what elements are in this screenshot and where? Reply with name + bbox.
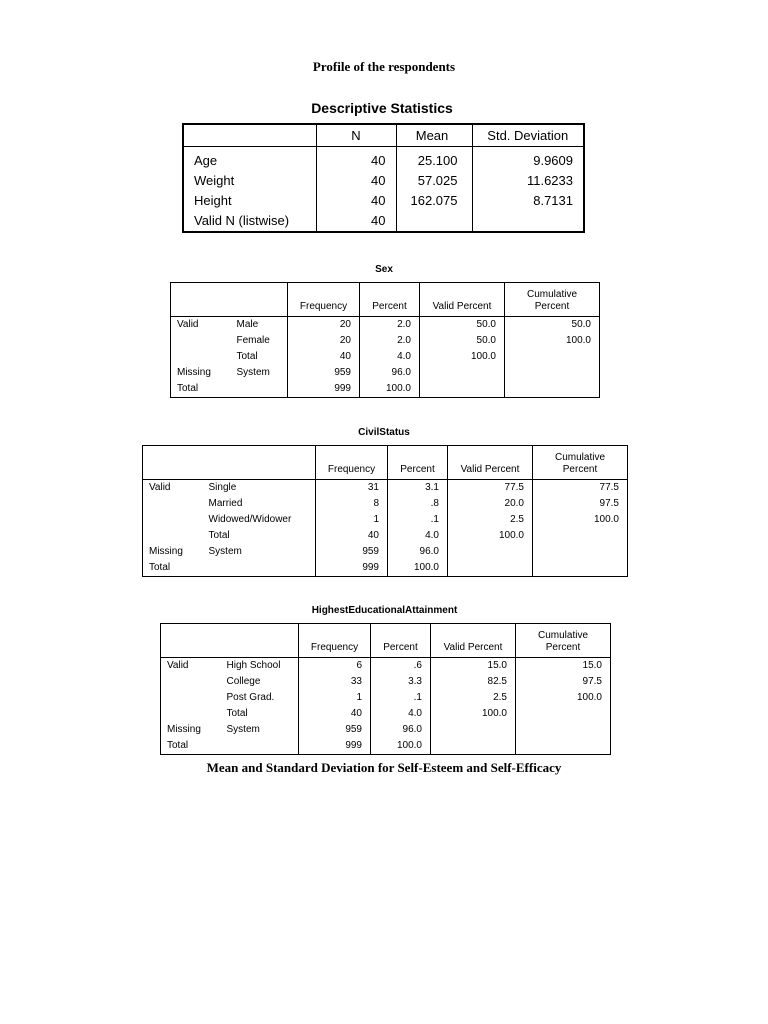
cell-cumulative-percent — [516, 722, 611, 738]
category-label: Widowed/Widower — [201, 512, 316, 528]
table-row — [143, 528, 628, 544]
category-label: Post Grad. — [219, 690, 299, 706]
cell-frequency: 959 — [288, 365, 360, 381]
category-label: Female — [229, 333, 288, 349]
table-row — [143, 512, 628, 528]
category-label — [229, 381, 288, 398]
table-row — [143, 480, 628, 497]
cell-percent: 2.0 — [360, 317, 420, 334]
cell-cumulative-percent — [516, 738, 611, 755]
category-label: System — [229, 365, 288, 381]
category-label: System — [219, 722, 299, 738]
group-label: Missing — [167, 724, 201, 735]
cell-frequency: 20 — [288, 317, 360, 334]
cell-valid-percent — [431, 738, 516, 755]
table-row — [171, 333, 600, 349]
table-row — [171, 365, 600, 381]
group-label — [161, 690, 219, 706]
cell-frequency: 40 — [316, 528, 388, 544]
group-label — [161, 706, 219, 722]
group-label: Valid — [167, 660, 189, 671]
cell-percent: 3.1 — [388, 480, 448, 497]
row-label: Weight — [183, 171, 316, 191]
cell-percent: 3.3 — [371, 674, 431, 690]
category-label: College — [219, 674, 299, 690]
header-cell: Std. Deviation — [472, 124, 584, 147]
cell-frequency: 1 — [299, 690, 371, 706]
table-row — [183, 171, 584, 191]
table-row — [161, 706, 611, 722]
header-valid-percent: Valid Percent — [420, 283, 505, 317]
header-frequency: Frequency — [316, 446, 388, 480]
header-cell — [171, 283, 229, 317]
cell-cumulative-percent: 100.0 — [593, 514, 619, 525]
category-label: Male — [229, 317, 288, 334]
cell-frequency: 999 — [288, 381, 360, 398]
header-cumulative-line2: Percent — [534, 301, 570, 312]
cell-percent: 4.0 — [388, 528, 448, 544]
group-label — [143, 528, 201, 544]
cell-valid-percent — [420, 365, 505, 381]
group-label: Total — [167, 740, 189, 751]
cell-valid-percent — [431, 722, 516, 738]
cell-frequency: 31 — [316, 480, 388, 497]
row-label: Valid N (listwise) — [183, 211, 316, 232]
header-cumulative-percent — [516, 624, 611, 658]
table-row — [161, 690, 611, 706]
cell-valid-percent: 82.5 — [431, 674, 516, 690]
category-label: High School — [219, 658, 299, 675]
header-cumulative-percent — [533, 446, 628, 480]
header-cell — [161, 624, 219, 658]
civil-status-table-title: CivilStatus — [358, 427, 410, 438]
cell-cumulative-percent — [505, 365, 600, 381]
cell-frequency: 40 — [288, 349, 360, 365]
cell-std: 9.9609 — [533, 153, 573, 168]
category-label: Single — [201, 480, 316, 497]
cell-percent: 2.0 — [360, 333, 420, 349]
category-label: System — [201, 544, 316, 560]
cell-frequency: 20 — [288, 333, 360, 349]
header-cell — [143, 446, 201, 480]
cell-n: 40 — [316, 211, 396, 232]
cell-valid-percent: 77.5 — [448, 480, 533, 497]
education-frequency-table — [160, 623, 611, 755]
cell-valid-percent: 15.0 — [431, 658, 516, 675]
cell-percent: 96.0 — [360, 365, 420, 381]
category-label — [219, 738, 299, 755]
table-row — [183, 211, 584, 232]
group-label: Valid — [149, 482, 171, 493]
header-cell — [229, 283, 288, 317]
table-row — [171, 349, 600, 365]
group-label — [171, 349, 229, 365]
table-row — [161, 738, 611, 755]
table-row — [143, 496, 628, 512]
descriptive-statistics-title: Descriptive Statistics — [311, 100, 453, 116]
table-row — [171, 317, 600, 334]
cell-frequency: 40 — [299, 706, 371, 722]
header-cell — [201, 446, 316, 480]
cell-cumulative-percent: 100.0 — [565, 335, 591, 346]
header-percent: Percent — [388, 446, 448, 480]
cell-n: 40 — [316, 147, 396, 172]
table-row — [171, 381, 600, 398]
cell-frequency: 6 — [299, 658, 371, 675]
cell-std: 8.7131 — [533, 193, 573, 208]
cell-cumulative-percent — [533, 560, 628, 577]
cell-valid-percent: 20.0 — [448, 496, 533, 512]
header-cell — [183, 124, 316, 147]
cell-mean: 162.075 — [396, 191, 472, 211]
cell-n: 40 — [316, 191, 396, 211]
cell-percent: 4.0 — [360, 349, 420, 365]
cell-valid-percent: 100.0 — [431, 706, 516, 722]
cell-valid-percent: 50.0 — [420, 317, 505, 334]
cell-frequency: 33 — [299, 674, 371, 690]
cell-frequency: 1 — [316, 512, 388, 528]
cell-percent: 100.0 — [388, 560, 448, 577]
cell-frequency: 999 — [299, 738, 371, 755]
civil-status-frequency-table — [142, 445, 628, 577]
table-header-row — [171, 283, 600, 317]
table-header-row — [161, 624, 611, 658]
cell-std: 11.6233 — [526, 173, 573, 188]
cell-cumulative-percent: 100.0 — [576, 692, 602, 703]
cell-mean: 25.100 — [396, 147, 472, 172]
category-label: Total — [229, 349, 288, 365]
table-row — [183, 147, 584, 172]
cell-cumulative-percent: 15.0 — [582, 660, 602, 671]
header-cell: N — [316, 124, 396, 147]
group-label — [161, 674, 219, 690]
group-label: Valid — [177, 319, 199, 330]
cell-percent: 96.0 — [388, 544, 448, 560]
table-row — [143, 544, 628, 560]
table-row — [143, 560, 628, 577]
cell-cumulative-percent: 97.5 — [599, 498, 619, 509]
cell-n: 40 — [316, 171, 396, 191]
category-label: Total — [219, 706, 299, 722]
header-percent: Percent — [371, 624, 431, 658]
cell-valid-percent: 2.5 — [448, 512, 533, 528]
cell-frequency: 959 — [316, 544, 388, 560]
cell-percent: .6 — [371, 658, 431, 675]
cell-valid-percent: 50.0 — [420, 333, 505, 349]
header-frequency: Frequency — [288, 283, 360, 317]
cell-percent: .8 — [388, 496, 448, 512]
row-label: Age — [183, 147, 316, 172]
header-cumulative-line1: Cumulative — [526, 289, 578, 300]
header-cumulative-line2: Percent — [562, 464, 598, 475]
sex-frequency-table — [170, 282, 600, 398]
cell-percent: .1 — [371, 690, 431, 706]
cell-cumulative-percent — [533, 544, 628, 560]
cell-valid-percent — [448, 560, 533, 577]
descriptive-statistics-table — [182, 123, 585, 233]
cell-frequency: 959 — [299, 722, 371, 738]
header-frequency: Frequency — [299, 624, 371, 658]
table-row — [161, 722, 611, 738]
table-row — [183, 191, 584, 211]
group-label — [143, 512, 201, 528]
table-header-row — [183, 124, 584, 147]
section-title: Mean and Standard Deviation for Self-Esteem and Self-Efficacy — [206, 760, 562, 775]
group-label: Missing — [149, 546, 183, 557]
cell-cumulative-percent: 77.5 — [599, 482, 619, 493]
cell-cumulative-percent — [505, 349, 600, 365]
cell-cumulative-percent — [505, 381, 600, 398]
header-cumulative-line2: Percent — [545, 642, 581, 653]
cell-valid-percent: 100.0 — [448, 528, 533, 544]
cell-cumulative-percent — [533, 528, 628, 544]
header-valid-percent: Valid Percent — [431, 624, 516, 658]
header-cumulative-line1: Cumulative — [537, 630, 589, 641]
header-cell — [219, 624, 299, 658]
cell-valid-percent — [448, 544, 533, 560]
group-label: Missing — [177, 367, 211, 378]
header-percent: Percent — [360, 283, 420, 317]
category-label — [201, 560, 316, 577]
category-label: Total — [201, 528, 316, 544]
cell-frequency: 8 — [316, 496, 388, 512]
page-title: Profile of the respondents — [312, 59, 456, 74]
cell-cumulative-percent — [516, 706, 611, 722]
group-label: Total — [177, 383, 199, 394]
header-cumulative-percent — [505, 283, 600, 317]
sex-table-title: Sex — [375, 264, 393, 275]
group-label — [171, 333, 229, 349]
header-valid-percent: Valid Percent — [448, 446, 533, 480]
cell-percent: 100.0 — [371, 738, 431, 755]
header-cumulative-line1: Cumulative — [554, 452, 606, 463]
category-label: Married — [201, 496, 316, 512]
cell-cumulative-percent: 97.5 — [582, 676, 602, 687]
header-cell: Mean — [396, 124, 472, 147]
cell-mean: 57.025 — [396, 171, 472, 191]
cell-percent: .1 — [388, 512, 448, 528]
table-header-row — [143, 446, 628, 480]
row-label: Height — [183, 191, 316, 211]
cell-cumulative-percent: 50.0 — [571, 319, 591, 330]
cell-std — [472, 211, 584, 232]
cell-valid-percent: 100.0 — [420, 349, 505, 365]
cell-valid-percent — [420, 381, 505, 398]
cell-mean — [396, 211, 472, 232]
cell-valid-percent: 2.5 — [431, 690, 516, 706]
cell-percent: 96.0 — [371, 722, 431, 738]
cell-percent: 4.0 — [371, 706, 431, 722]
group-label — [143, 496, 201, 512]
table-row — [161, 658, 611, 675]
cell-percent: 100.0 — [360, 381, 420, 398]
cell-frequency: 999 — [316, 560, 388, 577]
education-table-title: HighestEducationalAttainment — [311, 605, 458, 616]
group-label: Total — [149, 562, 171, 573]
table-row — [161, 674, 611, 690]
